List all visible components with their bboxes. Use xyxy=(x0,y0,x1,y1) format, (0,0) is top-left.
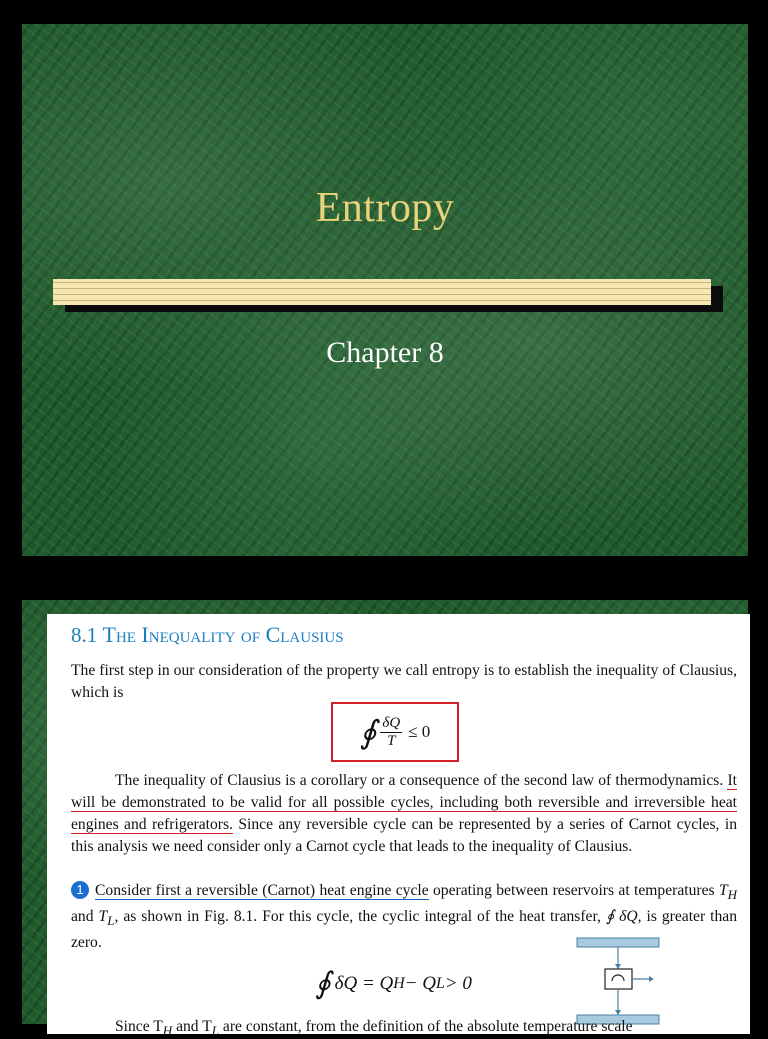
clausius-inequality-box xyxy=(331,702,459,762)
temp-low-symbol: $T_L$ xyxy=(98,908,115,929)
slide-title: Entropy xyxy=(315,185,455,231)
truncated-text-line: Since $T_H$ and $T_L$ are constant, from the definition of the absolute temperature scale xyxy=(115,1018,633,1039)
title-slide xyxy=(22,24,748,556)
textbook-page xyxy=(47,614,750,1039)
and-word: and xyxy=(71,908,94,926)
decorative-bar xyxy=(53,279,711,305)
intro-paragraph: The first step in our consideration of the property we call entropy is to establish the inequality of Clausius, which is xyxy=(71,662,737,701)
inline-integral: ∮ δQ xyxy=(605,908,638,926)
greater-than-zero-phrase: , is greater than zero. xyxy=(71,908,737,952)
cyclic-integral-equation: ∮ δQ = Q H − Q L > 0 xyxy=(315,967,472,1000)
contour-integral-symbol: ∮ xyxy=(315,967,331,1000)
figure-reference-phrase: , as shown in Fig. 8.1. For this cycle, the cyclic integral of the heat transfer, xyxy=(114,908,601,926)
contour-integral-symbol: ∮ xyxy=(359,714,377,750)
reversible-engine-phrase: Consider first a reversible (Carnot) heat engine cycle xyxy=(95,882,429,899)
carnot-sentence: Since any reversible cycle can be represented by a series of Carnot cycles, in this analysis we need consider only a Carnot cycle that leads to the inequality of Clausius. xyxy=(71,816,737,855)
reservoir-phrase: operating between reservoirs at temperatures xyxy=(433,882,715,899)
content-slide xyxy=(22,600,748,1039)
slide-subtitle: Chapter 8 xyxy=(326,336,444,369)
inequality-relation: ≤ 0 xyxy=(408,722,431,741)
temp-high-symbol: $T_H$ xyxy=(718,882,738,903)
fraction-denominator: T xyxy=(387,732,396,749)
fraction xyxy=(380,715,402,750)
section-number: 8.1 xyxy=(71,623,98,647)
step-number-badge: 1 xyxy=(71,881,89,899)
validity-sentence: It will be demonstrated to be valid for all possible cycles, including both reversible and irreversible heat engines and refrigerators. xyxy=(71,772,737,833)
corollary-paragraph xyxy=(71,770,737,858)
fraction-numerator: δQ xyxy=(382,714,401,731)
section-title: The Inequality of Clausius xyxy=(102,622,344,647)
section-heading xyxy=(71,622,344,648)
corollary-sentence: The inequality of Clausius is a corollary or a consequence of the second law of thermodynamics. xyxy=(115,772,724,789)
